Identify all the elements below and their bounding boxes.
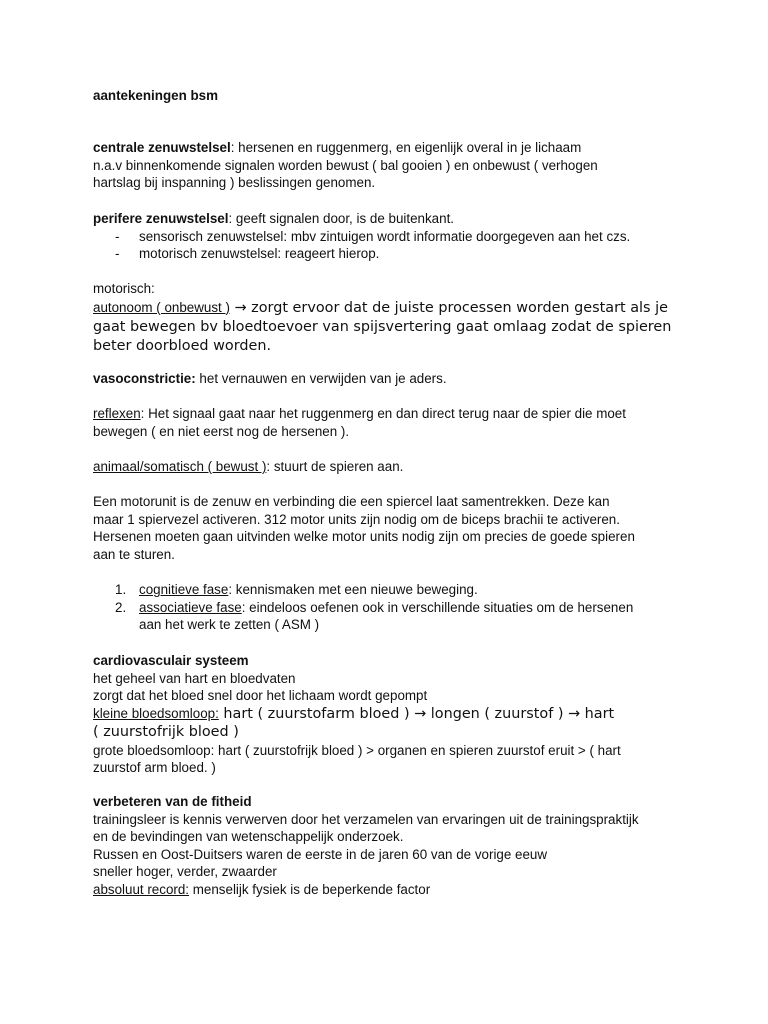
reflexen-section (93, 405, 683, 440)
list-item: 2. associatieve fase: eindeloos oefenen ook in verschillende situaties om de hersenen (115, 599, 634, 615)
motorunit-section (93, 493, 683, 563)
reflexen-line-1: reflexen: Het signaal gaat naar het ruggenmerg en dan direct terug naar de spier die moet (93, 406, 626, 421)
czs-section (93, 139, 683, 192)
animaal-section (93, 458, 683, 476)
motorisch-section (93, 280, 683, 356)
vaso-section (93, 370, 683, 388)
czs-line-3: hartslag bij inspanning ) beslissingen genomen. (93, 175, 376, 190)
phase-term: associatieve fase (139, 599, 242, 615)
grote-line-2: zuurstof arm bloed. ) (93, 760, 216, 775)
fitheid-line-3: Russen en Oost-Duitsers waren de eerste in de jaren 60 van de vorige eeuw (93, 846, 548, 862)
animaal-term: animaal/somatisch ( bewust ) (93, 459, 267, 474)
pzs-line: perifere zenuwstelsel: geeft signalen door, is de buitenkant. (93, 211, 455, 226)
motorunit-line: aan te sturen. (93, 546, 175, 562)
grote-line-1: grote bloedsomloop: hart ( zuurstofrijk bloed ) > organen en spieren zuurstof eruit > ( hart (93, 742, 621, 758)
czs-line-1: centrale zenuwstelsel: hersenen en ruggenmerg, en eigenlijk overal in je lichaam (93, 140, 582, 155)
pzs-section (93, 210, 683, 263)
kleine-line-1: kleine bloedsomloop: hart ( zuurstofarm bloed ) → longen ( zuurstof ) → hart (93, 705, 615, 722)
autonoom-line-1: autonoom ( onbewust ) → zorgt ervoor dat de juiste processen worden gestart als je (93, 299, 668, 316)
czs-line-2: n.a.v binnenkomende signalen worden bewust ( bal gooien ) en onbewust ( verhogen (93, 157, 598, 173)
list-item: 1. cognitieve fase: kennismaken met een nieuwe beweging. (115, 582, 478, 597)
motorunit-line: maar 1 spiervezel activeren. 312 motor units zijn nodig om de biceps brachii te activeren. (93, 511, 620, 527)
list-item: - sensorisch zenuwstelsel: mbv zintuigen wordt informatie doorgegeven aan het czs. (93, 228, 683, 246)
czs-term: centrale zenuwstelsel (93, 140, 231, 155)
fitheid-line-2: en de bevindingen van wetenschappelijk onderzoek. (93, 829, 404, 844)
list-item: - motorisch zenuwstelsel: reageert hierop. (93, 245, 683, 263)
cardio-section (93, 652, 683, 777)
list-item-continuation: aan het werk te zetten ( ASM ) (139, 617, 320, 632)
fitheid-section (93, 793, 683, 898)
document-title: aantekeningen bsm (93, 88, 219, 103)
fitheid-heading: verbeteren van de fitheid (93, 794, 252, 809)
kleine-line-2: ( zuurstofrijk bloed ) (93, 724, 239, 740)
autonoom-line-2: gaat bewegen bv bloedtoevoer van spijsvertering gaat omlaag zodat de spieren (93, 318, 672, 335)
motorunit-line: Een motorunit is de zenuw en verbinding die een spiercel laat samentrekken. Deze kan (93, 494, 610, 509)
cardio-line-2: zorgt dat het bloed snel door het lichaam wordt gepompt (93, 688, 428, 703)
fitheid-line-4: sneller hoger, verder, zwaarder (93, 864, 277, 879)
phases-list (93, 581, 683, 634)
vaso-line: vasoconstrictie: het vernauwen en verwijden van je aders. (93, 371, 447, 386)
cardio-heading: cardiovasculair systeem (93, 653, 249, 668)
animaal-line: animaal/somatisch ( bewust ): stuurt de spieren aan. (93, 459, 404, 474)
fitheid-line-1: trainingsleer is kennis verwerven door het verzamelen van ervaringen uit de trainingspraktijk (93, 811, 639, 827)
reflexen-term: reflexen (93, 406, 141, 421)
autonoom-term: autonoom ( onbewust ) (93, 299, 230, 315)
motorunit-line: Hersenen moeten gaan uitvinden welke motor units nodig zijn om precies de goede spieren (93, 529, 635, 544)
phase-term: cognitieve fase (139, 582, 229, 597)
kleine-term: kleine bloedsomloop: (93, 705, 219, 721)
vaso-term: vasoconstrictie: (93, 371, 196, 386)
motorisch-label: motorisch: (93, 281, 155, 296)
record-term: absoluut record: (93, 881, 190, 897)
record-line: absoluut record: menselijk fysiek is de beperkende factor (93, 881, 431, 897)
reflexen-line-2: bewegen ( en niet eerst nog de hersenen ). (93, 423, 350, 439)
pzs-term: perifere zenuwstelsel (93, 211, 229, 226)
autonoom-line-3: beter doorbloed worden. (93, 337, 272, 354)
cardio-line-1: het geheel van hart en bloedvaten (93, 670, 296, 686)
